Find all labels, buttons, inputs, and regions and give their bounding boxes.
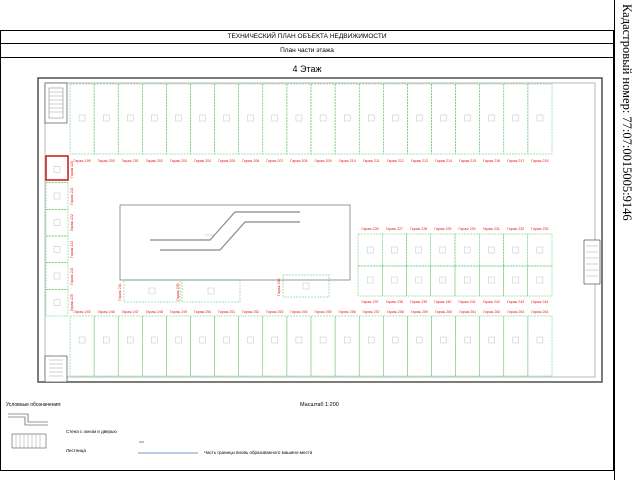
parking-spot-center <box>283 275 329 297</box>
car-symbol <box>320 115 326 121</box>
garage-label-left-1: Гараж 220 <box>70 160 74 178</box>
car-symbol <box>54 300 60 306</box>
car-symbol <box>248 337 254 343</box>
garage-label-top-18: Гараж 216 <box>483 159 501 163</box>
parking-spot-top <box>215 84 239 154</box>
parking-spot-island <box>358 234 382 266</box>
car-symbol <box>465 337 471 343</box>
parking-spot-island <box>358 266 382 296</box>
garage-label-bottom-20: Гараж 264 <box>531 310 549 314</box>
garage-label-island-lower-4: Гараж 240 <box>434 300 452 304</box>
garage-label-island-upper-1: Гараж 226 <box>361 227 379 231</box>
garage-label-bottom-6: Гараж 250 <box>193 310 212 314</box>
parking-spot-island <box>479 234 503 266</box>
garage-label-top-12: Гараж 210 <box>338 159 356 163</box>
garage-label-center-2: Гараж 235 <box>176 283 180 301</box>
car-symbol <box>224 115 230 121</box>
car-symbol <box>465 115 471 121</box>
garage-label-bottom-8: Гараж 252 <box>242 310 260 314</box>
parking-spot-bottom <box>287 316 311 376</box>
car-symbol <box>103 337 109 343</box>
legend-symbols <box>4 408 144 478</box>
car-symbol <box>537 115 543 121</box>
car-symbol <box>175 115 181 121</box>
garage-label-bottom-2: Гараж 246 <box>97 310 115 314</box>
garage-label-island-lower-8: Гараж 244 <box>531 300 549 304</box>
car-symbol <box>464 247 470 253</box>
parking-spot-left <box>46 209 68 236</box>
garage-label-bottom-5: Гараж 249 <box>169 310 188 314</box>
parking-spot-island <box>407 234 431 266</box>
car-symbol <box>344 337 350 343</box>
car-symbol <box>296 115 302 121</box>
stair-symbol <box>12 434 46 448</box>
parking-spot-bottom <box>480 316 504 376</box>
parking-spot-top <box>383 84 407 154</box>
car-symbol <box>440 277 446 283</box>
header-title: ТЕХНИЧЕСКИЙ ПЛАН ОБЪЕКТА НЕДВИЖИМОСТИ <box>227 33 387 40</box>
parking-spot-island <box>504 234 528 266</box>
parking-spot-bottom <box>335 316 359 376</box>
parking-spot-island <box>528 234 552 266</box>
garage-label-bottom-19: Гараж 263 <box>507 310 525 314</box>
car-symbol <box>103 115 109 121</box>
parking-spot-bottom <box>383 316 407 376</box>
car-symbol <box>416 115 422 121</box>
parking-spot-top <box>118 84 142 154</box>
car-symbol <box>368 337 374 343</box>
car-symbol <box>248 115 254 121</box>
car-symbol <box>175 337 181 343</box>
garage-label-left-3: Гараж 222 <box>70 214 74 232</box>
garage-label-top-11: Гараж 209 <box>314 159 332 163</box>
car-symbol <box>54 193 60 199</box>
garage-label-top-14: Гараж 212 <box>386 159 404 163</box>
legend-item-boundary: Часть границы вновь образованного машино-места <box>204 450 313 455</box>
garage-label-island-lower-6: Гараж 242 <box>482 300 500 304</box>
wall-symbol <box>8 414 48 425</box>
parking-spot-bottom <box>311 316 335 376</box>
garage-label-island-upper-3: Гараж 228 <box>410 227 428 231</box>
garage-label-bottom-18: Гараж 262 <box>483 310 501 314</box>
garage-label-top-17: Гараж 215 <box>459 159 477 163</box>
garage-label-island-upper-7: Гараж 232 <box>507 227 525 231</box>
car-symbol <box>537 277 543 283</box>
parking-spot-bottom <box>239 316 263 376</box>
car-symbol <box>441 115 447 121</box>
car-symbol <box>513 277 519 283</box>
garage-label-island-lower-2: Гараж 238 <box>385 300 403 304</box>
parking-spot-bottom <box>456 316 480 376</box>
parking-spot-island <box>479 266 503 296</box>
parking-spot-top <box>70 84 94 154</box>
car-symbol <box>513 115 519 121</box>
car-symbol <box>208 288 214 294</box>
car-symbol <box>127 337 133 343</box>
garage-label-bottom-15: Гараж 259 <box>410 310 429 314</box>
car-symbol <box>200 337 206 343</box>
garage-label-bottom-13: Гараж 257 <box>362 310 380 314</box>
parking-spot-top <box>239 84 263 154</box>
car-symbol <box>416 337 422 343</box>
garage-label-top-9: Гараж 207 <box>266 159 284 163</box>
garage-label-bottom-9: Гараж 253 <box>266 310 284 314</box>
garage-label-island-upper-8: Гараж 233 <box>531 227 549 231</box>
scale-text: Масштаб 1:200 <box>300 402 339 408</box>
parking-spot-top <box>166 84 190 154</box>
parking-spot-island <box>407 266 431 296</box>
header-subtitle: План части этажа <box>280 47 334 54</box>
car-symbol <box>367 247 373 253</box>
car-symbol <box>79 115 85 121</box>
stair-bottom-left <box>45 356 67 382</box>
garage-label-top-19: Гараж 217 <box>507 159 525 163</box>
parking-spot-top <box>480 84 504 154</box>
car-symbol <box>489 337 495 343</box>
car-symbol <box>303 283 309 289</box>
car-symbol <box>391 277 397 283</box>
parking-spot-bottom <box>70 316 94 376</box>
parking-spot-left <box>46 236 68 263</box>
garage-label-island-upper-5: Гараж 230 <box>458 227 476 231</box>
parking-spot-island <box>455 234 479 266</box>
garage-label-top-13: Гараж 211 <box>362 159 380 163</box>
parking-spot-top <box>94 84 118 154</box>
car-symbol <box>368 115 374 121</box>
car-symbol <box>513 337 519 343</box>
parking-spot-top <box>456 84 480 154</box>
car-symbol <box>513 247 519 253</box>
parking-spot-bottom <box>432 316 456 376</box>
car-symbol <box>488 247 494 253</box>
garage-labels <box>70 159 549 314</box>
parking-spot-bottom <box>263 316 287 376</box>
garage-label-bottom-10: Гараж 254 <box>290 310 308 314</box>
car-symbol <box>54 166 60 172</box>
garage-label-island-upper-6: Гараж 231 <box>482 227 500 231</box>
car-symbol <box>272 115 278 121</box>
garage-label-bottom-7: Гараж 251 <box>218 310 236 314</box>
garage-label-island-lower-7: Гараж 243 <box>507 300 525 304</box>
car-symbol <box>392 337 398 343</box>
parking-spot-island <box>528 266 552 296</box>
garage-label-bottom-14: Гараж 258 <box>386 310 404 314</box>
parking-spot-center <box>182 280 240 302</box>
garage-label-bottom-16: Гараж 260 <box>434 310 453 314</box>
car-symbol <box>200 115 206 121</box>
cadastral-number: Кадастровый номер: 77:07:0015005:9146 <box>620 4 634 221</box>
parking-spot-left <box>46 156 68 183</box>
car-symbol <box>441 337 447 343</box>
car-symbol <box>391 247 397 253</box>
parking-spot-top <box>191 84 215 154</box>
garage-label-center-1: Гараж 234 <box>118 283 122 301</box>
car-symbol <box>272 337 278 343</box>
garage-label-top-20: Гараж 218 <box>531 159 549 163</box>
garage-label-island-upper-2: Гараж 227 <box>385 227 403 231</box>
parking-spot-bottom <box>504 316 528 376</box>
car-symbol <box>296 337 302 343</box>
parking-spot-top <box>335 84 359 154</box>
central-ramp <box>120 205 350 280</box>
selected-spot-highlight <box>46 156 68 180</box>
car-symbol <box>392 115 398 121</box>
car-symbol <box>151 337 157 343</box>
parking-spot-top <box>528 84 552 154</box>
car-symbol <box>151 115 157 121</box>
parking-spot-top <box>504 84 528 154</box>
car-symbol <box>224 337 230 343</box>
car-symbol <box>320 337 326 343</box>
garage-label-top-7: Гараж 205 <box>218 159 236 163</box>
garage-label-top-6: Гараж 204 <box>193 159 212 163</box>
parking-spot-center <box>124 280 180 302</box>
parking-spot-top <box>432 84 456 154</box>
garage-label-bottom-12: Гараж 256 <box>338 310 356 314</box>
legend-item-stair: Лестница <box>66 448 86 453</box>
garage-label-top-1: Гараж 199 <box>73 159 91 163</box>
car-symbol <box>344 115 350 121</box>
parking-spot-left <box>46 183 68 210</box>
car-symbol <box>488 277 494 283</box>
parking-spot-top <box>359 84 383 154</box>
garage-label-left-6: Гараж 225 <box>70 294 74 312</box>
garage-label-top-10: Гараж 208 <box>290 159 308 163</box>
legend-item-wall: Стена с окном и дверью <box>66 429 117 434</box>
parking-spot-bottom <box>142 316 166 376</box>
parking-spot-island <box>455 266 479 296</box>
parking-spots <box>46 84 552 376</box>
car-symbol <box>54 246 60 252</box>
car-symbol <box>416 277 422 283</box>
garage-label-left-4: Гараж 223 <box>70 240 74 258</box>
parking-spot-bottom <box>215 316 239 376</box>
parking-spot-top <box>407 84 431 154</box>
car-symbol <box>149 288 155 294</box>
parking-spot-bottom <box>528 316 552 376</box>
garage-label-top-8: Гараж 206 <box>242 159 260 163</box>
garage-label-island-lower-5: Гараж 241 <box>458 300 476 304</box>
car-symbol <box>54 273 60 279</box>
car-symbol <box>537 247 543 253</box>
garage-label-bottom-1: Гараж 245 <box>73 310 91 314</box>
parking-spot-bottom <box>118 316 142 376</box>
stair-right <box>584 240 600 284</box>
boundary-line-symbol <box>138 450 198 456</box>
car-symbol <box>127 115 133 121</box>
parking-spot-left <box>46 289 68 316</box>
car-symbol <box>54 220 60 226</box>
car-symbol <box>367 277 373 283</box>
parking-spot-top <box>311 84 335 154</box>
garage-label-bottom-11: Гараж 255 <box>314 310 332 314</box>
garage-label-bottom-3: Гараж 247 <box>121 310 139 314</box>
garage-label-island-lower-3: Гараж 239 <box>410 300 428 304</box>
parking-spot-top <box>287 84 311 154</box>
parking-spot-island <box>431 266 455 296</box>
garage-label-left-5: Гараж 224 <box>70 267 74 285</box>
garage-label-bottom-4: Гараж 248 <box>145 310 163 314</box>
parking-spot-island <box>431 234 455 266</box>
car-symbol <box>79 337 85 343</box>
floor-title: 4 Этаж <box>292 64 322 74</box>
parking-spot-island <box>382 234 406 266</box>
garage-label-top-5: Гараж 203 <box>169 159 188 163</box>
garage-label-top-4: Гараж 202 <box>145 159 163 163</box>
garage-label-bottom-17: Гараж 261 <box>459 310 477 314</box>
parking-spot-bottom <box>359 316 383 376</box>
parking-spot-island <box>504 266 528 296</box>
parking-spot-bottom <box>94 316 118 376</box>
legend-title: Условные обозначения: <box>6 402 62 408</box>
parking-spot-island <box>382 266 406 296</box>
garage-label-left-2: Гараж 221 <box>70 187 74 205</box>
parking-spot-left <box>46 263 68 290</box>
garage-label-island-lower-1: Гараж 237 <box>361 300 379 304</box>
garage-label-top-2: Гараж 200 <box>97 159 115 163</box>
car-symbol <box>464 277 470 283</box>
parking-spot-top <box>142 84 166 154</box>
car-symbol <box>537 337 543 343</box>
garage-label-top-3: Гараж 201 <box>121 159 139 163</box>
stair-top-left <box>45 83 67 123</box>
car-symbol <box>440 247 446 253</box>
garage-label-center-3: Гараж 236 <box>277 278 281 296</box>
parking-spot-bottom <box>166 316 190 376</box>
garage-label-island-upper-4: Гараж 229 <box>434 227 452 231</box>
car-symbol <box>416 247 422 253</box>
car-symbol <box>489 115 495 121</box>
garage-label-top-15: Гараж 213 <box>410 159 429 163</box>
parking-spot-bottom <box>407 316 431 376</box>
parking-spot-top <box>263 84 287 154</box>
garage-label-top-16: Гараж 214 <box>434 159 453 163</box>
parking-spot-bottom <box>191 316 215 376</box>
cadastral-side-panel <box>614 0 640 480</box>
